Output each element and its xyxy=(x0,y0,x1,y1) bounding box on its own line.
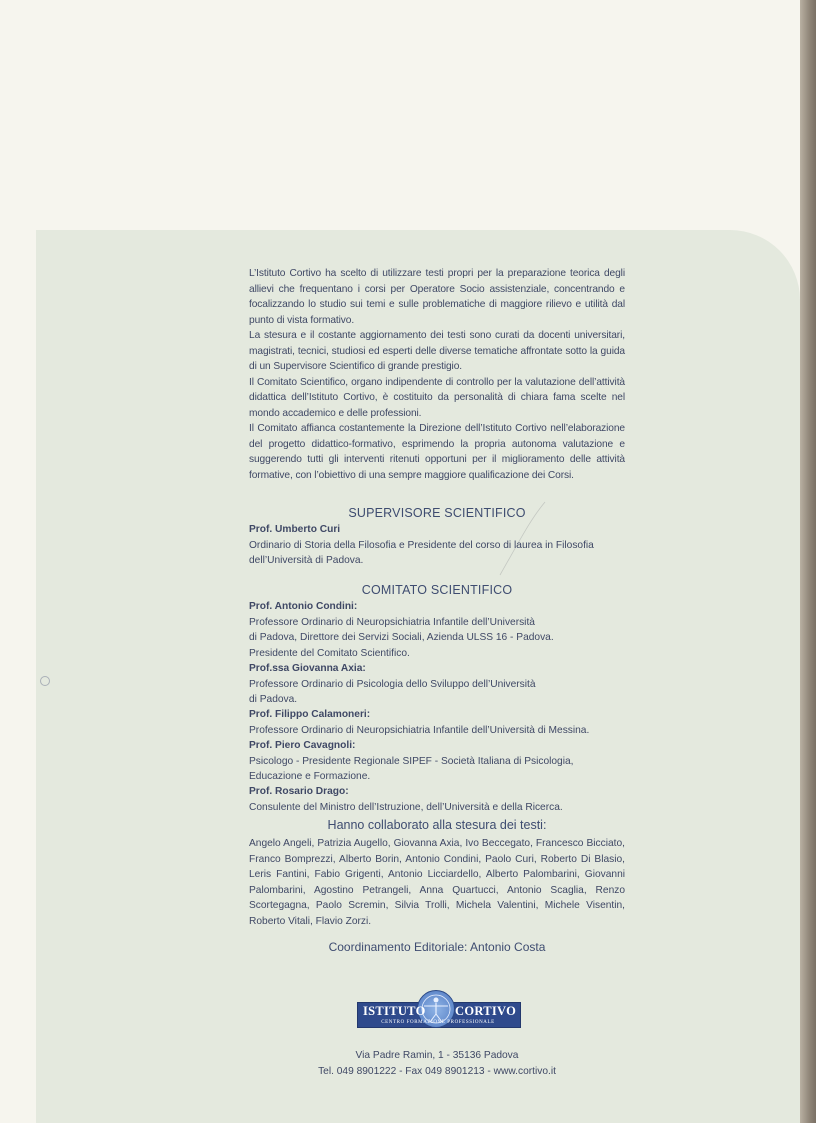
editorial-coordination: Coordinamento Editoriale: Antonio Costa xyxy=(328,940,546,954)
committee-title: COMITATO SCIENTIFICO xyxy=(361,583,513,597)
contact-address xyxy=(247,1048,627,1080)
supervisor-block xyxy=(249,522,639,569)
intro-paragraph: L’Istituto Cortivo ha scelto di utilizzare testi propri per la preparazione teorica degli allievi che frequentano i corsi per Operatore Socio assistenziale, concentrando e focalizzando lo studio sui temi e sulle problematiche di maggiore rilievo e utilità dal punto di vista formativo. xyxy=(249,268,625,326)
member-name: Prof. Antonio Condini: xyxy=(249,601,358,612)
member-name: Prof. Piero Cavagnoli: xyxy=(249,740,356,751)
committee-member xyxy=(249,599,649,661)
member-desc-line: Presidente del Comitato Scientifico. xyxy=(249,647,410,659)
member-desc-line: di Padova. xyxy=(249,694,298,705)
member-desc-line: Consulente del Ministro dell’Istruzione, dell’Università e della Ricerca. xyxy=(249,801,563,813)
paper-dot xyxy=(40,676,50,686)
committee-member xyxy=(249,661,649,708)
intro-paragraph: Il Comitato Scientifico, organo indipendente di controllo per la valutazione dell’attività didattica dell’Istituto Cortivo, è costituito da personalità di chiara fama scelte nel mondo accademico e delle professioni. xyxy=(249,376,625,419)
cover-edge xyxy=(800,0,816,1123)
logo-tagline: CENTRO FORMAZIONE PROFESSIONALE xyxy=(381,1020,495,1025)
member-name: Prof.ssa Giovanna Axia: xyxy=(249,663,366,674)
contact-line: Tel. 049 8901222 - Fax 049 8901213 - www.cortivo.it xyxy=(318,1066,556,1077)
logo-word-cortivo: CORTIVO xyxy=(455,1004,517,1018)
member-desc-line: Professore Ordinario di Neuropsichiatria Infantile dell’Università xyxy=(249,616,535,628)
collaborators-list: Angelo Angeli, Patrizia Augello, Giovanna Axia, Ivo Beccegato, Francesco Bicciato, Franco Bomprezzi, Alberto Borin, Antonio Condini, Paolo Curi, Roberto Di Blasio, Leris Fantini, Fabio Grigenti, Antonio Licciardello, Alberto Palombarini, Giovanni Palombarini, Agostino Petrangeli, Anna Quartucci, Antonio Scaglia, Renzo Scortegagna, Paolo Scremin, Silvia Trolli, Michela Valentini, Michele Visentin, Roberto Vitali, Flavio Zorzi. xyxy=(249,838,625,927)
member-desc-line: Educazione e Formazione. xyxy=(249,771,371,782)
committee-member xyxy=(249,738,649,785)
member-desc-line: Professore Ordinario di Psicologia dello Sviluppo dell’Università xyxy=(249,678,536,690)
intro-paragraph: La stesura e il costante aggiornamento dei testi sono curati da docenti universitari, magistrati, tecnici, studiosi ed esperti delle diverse tematiche affrontate sotto la guida di un Supervisore Scientifico di grande prestigio. xyxy=(249,330,625,372)
supervisor-desc: Ordinario di Storia della Filosofia e Presidente del corso di laurea in Filosofia dell’Università di Padova. xyxy=(249,539,594,566)
intro-text xyxy=(249,266,625,483)
member-desc-line: di Padova, Direttore dei Servizi Sociali, Azienda ULSS 16 - Padova. xyxy=(249,632,554,643)
istituto-cortivo-logo xyxy=(357,992,519,1036)
member-desc-line: Psicologo - Presidente Regionale SIPEF - Società Italiana di Psicologia, xyxy=(249,755,574,767)
committee-member xyxy=(249,707,649,738)
collaborators-title: Hanno collaborato alla stesura dei testi: xyxy=(327,818,547,832)
address-line: Via Padre Ramin, 1 - 35136 Padova xyxy=(355,1050,519,1061)
intro-paragraph: Il Comitato affianca costantemente la Direzione dell’Istituto Cortivo nell’elaborazione del progetto didattico-formativo, esprimendo la propria autonoma valutazione e suggerendo tutti gli interventi ritenuti opportuni per il miglioramento delle attività formative, con l’obiettivo di una sempre maggiore qualificazione dei Corsi. xyxy=(249,423,625,481)
logo-word-istituto: ISTITUTO xyxy=(363,1004,426,1018)
member-name: Prof. Filippo Calamoneri: xyxy=(249,709,371,720)
supervisor-title: SUPERVISORE SCIENTIFICO xyxy=(348,506,526,520)
member-name: Prof. Rosario Drago: xyxy=(249,786,349,797)
committee-member xyxy=(249,784,649,815)
member-desc-line: Professore Ordinario di Neuropsichiatria Infantile dell’Università di Messina. xyxy=(249,724,590,736)
supervisor-name: Prof. Umberto Curi xyxy=(249,524,341,535)
